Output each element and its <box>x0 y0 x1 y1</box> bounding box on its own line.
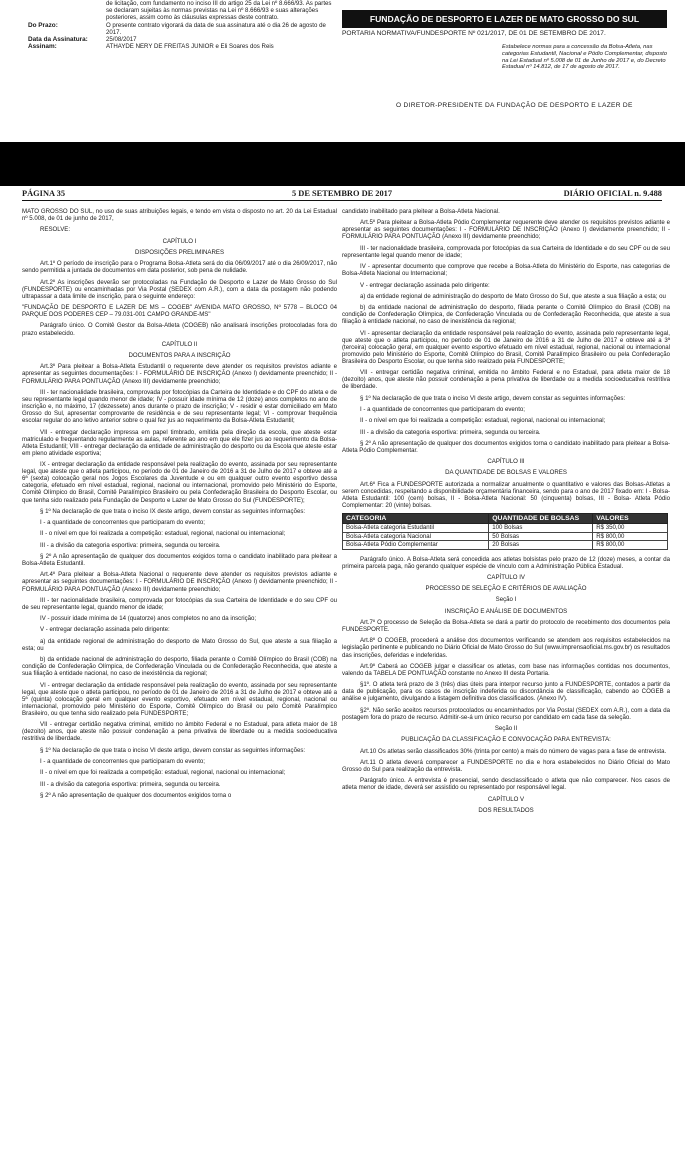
paragraph: Art.10 Os atletas serão classificados 30% (trinta por cento) a mais do número de vagas para a fase de entrevista. <box>360 747 667 755</box>
table-cell: 50 Bolsas <box>489 532 593 540</box>
paragraph: II - o nível em que foi realizada a competição: estadual, regional, nacional ou internacional; <box>40 769 286 777</box>
table-header-row <box>343 514 668 524</box>
paragraph: MATO GROSSO DO SUL, no uso de suas atribuições legais, e tendo em vista o disposto no art. 20 da Lei Estadual nº 5.008, de 01 de junho de 2017, <box>22 208 337 223</box>
page-number: PÁGINA 35 <box>22 189 66 198</box>
contract-rows <box>28 22 338 51</box>
contract-intro-text: de licitação, com fundamento no inciso III do artigo 25 da Lei nº 8.666/93. As partes se declaram sujeitas às normas previstas na Lei nº 8.666/93 e suas alterações posteriores, assim como às cláusulas expressas deste contrato. <box>106 0 332 22</box>
contract-row-value: O presente contrato vigorará da data de sua assinatura até o dia 26 de agosto de 2017. <box>106 21 326 36</box>
table-cell: Bolsa-Atleta Pódio Complementar <box>343 541 489 549</box>
table-header-cell: QUANTIDADE DE BOLSAS <box>489 514 593 524</box>
section-heading: PROCESSO DE SELEÇÃO E CRITÉRIOS DE AVALIAÇÃO <box>425 585 587 593</box>
contract-row-value: 25/08/2017 <box>106 36 137 44</box>
paragraph: III - a divisão da categoria esportiva: primeira, segunda ou terceira. <box>40 541 221 549</box>
paragraph: II - o nível em que foi realizada a competição: estadual, regional, nacional ou internacional; <box>360 417 606 425</box>
section-heading: CAPÍTULO II <box>161 340 198 348</box>
paragraph: Art.4º Para pleitear a Bolsa-Atleta Nacional o requerente deve atender os requisitos previstos adiante e apresentar as seguintes documentações: I - FORMULÁRIO DE INSCRIÇÃO (Anexo I) devidamente preenchido; II - FORMULÁRIO PARA PONTUAÇÃO (Anexo III) devidamente preenchido; <box>22 571 337 593</box>
paragraph: Art.6º Fica a FUNDESPORTE autorizada a normalizar anualmente o quantitativo e valores das Bolsas-Atletas a serem concedidas, respeitando a disponibilidade orçamentária financeira, sendo para o ano de 2017 fixado em: I - Bolsa-Atleta Estudantil: 100 (cem) bolsas, II - Bolsa-Atleta Nacional: 50 (cinquenta) bolsas, III - Bolsa- Atleta Pódio Complementar: 20 (vinte) bolsas. <box>342 480 670 509</box>
paragraph: Parágrafo único. A Bolsa-Atleta será concedida aos atletas bolsistas pelo prazo de 12 (doze) meses, a contar da primeira parcela paga, não gerando qualquer espécie de vínculo com a Administração Pública Estadual. <box>342 555 670 570</box>
table-row <box>343 524 668 532</box>
paragraph: Art.1º O período de inscrição para o Programa Bolsa-Atleta será do dia 06/09/2017 até o dia 26/09/2017, não sendo permitida a juntada de documentos em data posterior, sob pena de nulidade. <box>22 260 337 275</box>
paragraph: § 1º Na declaração de que trata o inciso VI deste artigo, devem constar as seguintes informações: <box>40 746 306 754</box>
contract-row <box>28 36 338 43</box>
journal-title: DIÁRIO OFICIAL n. 9.488 <box>563 189 662 198</box>
paragraph: § 1º Na declaração de que trata o inciso VI deste artigo, devem constar as seguintes informações: <box>360 394 626 402</box>
paragraph: a) da entidade regional de administração do desporto de Mato Grosso do Sul, que ateste a sua filiação a esta; ou <box>360 292 666 300</box>
foundation-banner: FUNDAÇÃO DE DESPORTO E LAZER DE MATO GROSSO DO SUL <box>342 10 667 28</box>
section-heading: INSCRIÇÃO E ANÁLISE DE DOCUMENTOS <box>444 607 568 615</box>
paragraph: VII - entregar declaração impressa em papel timbrado, emitida pela direção da escola, que ateste estar matriculado e frequentando regularmente as aulas, referente ao ano em que ele fizer jus ao requerimento da Bolsa-Atleta Estudantil; VIII - entregar declaração da entidade de administração do desporto ou da Escola que ateste estar em pleno atividade esportiva; <box>22 428 337 457</box>
paragraph: V - entregar declaração assinada pelo dirigente: <box>360 281 490 289</box>
table-cell: R$ 800,00 <box>593 541 668 549</box>
paragraph: Art.11 O atleta deverá comparecer a FUNDESPORTE no dia e hora estabelecidos no Diário Oficial do Mato Grosso do Sul para realização da entrevista. <box>342 758 670 773</box>
portaria-ementa: Estabelece normas para a concessão da Bolsa-Atleta, nas categorias Estudantil, Nacional e Pódio Complementar, disposto na Lei Estadual nº 5.008 de 01 de Junho de 2017 e, do Decreto Estadual nº 14.812, de 17 de agosto de 2017. <box>502 44 667 71</box>
contract-row-label: Assinam: <box>28 43 57 51</box>
paragraph: I - a quantidade de concorrentes que participaram do evento; <box>40 757 205 765</box>
page-header <box>22 186 662 201</box>
paragraph: IX - entregar declaração da entidade responsável pela realização do evento, assinada por seu representante legal, que ateste que o atleta participou, no período de 01 de Janeiro de 2016 a 31 de Julho de 2017 e obteve até a 6ª (sexta) colocação geral nos Jogos Escolares da Juventude e ou em qualquer outro evento esportivo dessa categoria, efetuado em nível estadual, regional, nacional ou internacional, promovido pelo Ministério do Esporte, Comitê Olímpico do Brasil, Comitê Paralímpico Brasileiro ou pela Confederação Brasileira do Desporto Escolar, ou que tenha sido realizado pela Fundação de Desporto e Lazer de Mato Grosso do Sul (FUNDESPORTE); <box>22 461 337 504</box>
director-line: O DIRETOR-PRESIDENTE DA FUNDAÇÃO DE DESPORTO E LAZER DE <box>396 102 633 109</box>
paragraph: Art.8º O COGEB, procederá a análise dos documentos verificando se atendem aos requisitos estabelecidos na legislação pertinente e publicando no Diário Oficial de Mato Grosso do Sul (www.imprensaoficial.ms.gov.br) os resultados das inscrições, deferidas e indeferidas. <box>342 637 670 659</box>
paragraph: Parágrafo único. O Comitê Gestor da Bolsa-Atleta (COGEB) não analisará inscrições protocoladas fora do prazo estabelecido. <box>22 322 337 337</box>
contract-row <box>28 22 338 36</box>
paragraph: § 2º A não apresentação de qualquer dos documentos exigidos torna o <box>40 791 232 799</box>
paragraph: § 2º A não apresentação de qualquer dos documentos exigidos torna o candidato inabilitado para pleitear a Bolsa-Atleta Pódio Complementar. <box>342 439 670 454</box>
table-cell: R$ 800,00 <box>593 532 668 540</box>
paragraph: Art.2º As inscrições deverão ser protocoladas na Fundação de Desporto e Lazer de Mato Grosso do Sul (FUNDESPORTE) ou encaminhadas por Via Postal (SEDEX com A.R.), com a data da postagem não podendo ultrapassar a data limite de inscrição, para o seguinte endereço: <box>22 278 337 300</box>
section-heading: Seção I <box>495 596 517 604</box>
paragraph: candidato inabilitado para pleitear a Bolsa-Atleta Nacional. <box>342 208 500 215</box>
table-cell: 100 Bolsas <box>489 524 593 532</box>
table-cell: 20 Bolsas <box>489 541 593 549</box>
right-column-bottom <box>342 556 670 815</box>
section-heading: DOS RESULTADOS <box>478 806 534 814</box>
bolsas-table <box>342 513 668 549</box>
paragraph: Art.3º Para pleitear a Bolsa-Atleta Estudantil o requerente deve atender os requisitos previstos adiante e apresentar as seguintes documentações: I - FORMULÁRIO DE INSCRIÇÃO (Anexo I) devidamente preenchido; II - FORMULÁRIO PARA PONTUAÇÃO (Anexo III) devidamente preenchido; <box>22 363 337 385</box>
contract-row <box>28 43 338 50</box>
portaria-title: PORTARIA NORMATIVA/FUNDESPORTE Nº 021/2017, DE 01 DE SETEMBRO DE 2017. <box>342 30 606 37</box>
paragraph: III - a divisão da categoria esportiva: primeira, segunda ou terceira. <box>360 428 541 436</box>
paragraph: § 2º A não apresentação de qualquer dos documentos exigidos torna o candidato inabilitado para pleitear a Bolsa-Atleta Estudantil. <box>22 552 337 568</box>
paragraph: Art.9º Caberá ao COGEB julgar e classificar os atletas, com base nas informações contidas nos documentos, valendo da TABELA DE PONTUAÇÃO constante no Anexo III desta Portaria. <box>342 662 670 677</box>
page-date: 5 DE SETEMBRO DE 2017 <box>292 189 393 198</box>
paragraph: III - ter nacionalidade brasileira, comprovada por fotocópias da sua Carteira de Identidade e do seu CPF ou de seu representante legal, quando menor de idade; <box>22 596 337 611</box>
section-heading: CAPÍTULO III <box>487 458 525 466</box>
left-column <box>22 208 337 803</box>
table-cell: R$ 350,00 <box>593 524 668 532</box>
paragraph: Art.7º O processo de Seleção da Bolsa-Atleta se dará a partir do protocolo de recebimento dos documentos pela FUNDESPORTE. <box>342 619 670 634</box>
paragraph: § 1º Na declaração de que trata o inciso IX deste artigo, devem constar as seguintes informações: <box>40 507 306 515</box>
paragraph: VI - entregar declaração da entidade responsável pela realização do evento, assinada por seu representante legal, que ateste que o atleta participou, no período de 01 de Janeiro de 2016 a 31 de Julho de 2017 e obteve até a 5ª (quinta) colocação geral em qualquer evento esportivo, efetuado em nível estadual, regional, nacional ou internacional, promovido pelo Ministério do Esporte, Comitê Olímpico do Brasil ou pelo Comitê Paralímpico Brasileiro, ou que tenha sido realizado pela FUNDESPORTE; <box>22 681 337 717</box>
paragraph: Art.5º Para pleitear a Bolsa-Atleta Pódio Complementar requerente deve atender os requisitos previstos adiante e apresentar as seguintes documentações: I - FORMULÁRIO DE INSCRIÇÃO (Anexo I) devidamente preenchido; II - FORMULÁRIO PARA PONTUAÇÃO (Anexo III) devidamente preenchido; <box>342 219 670 241</box>
paragraph: RESOLVE: <box>40 226 71 234</box>
section-heading: DISPOSIÇÕES PRELIMINARES <box>134 248 225 256</box>
paragraph: I - a quantidade de concorrentes que participaram do evento; <box>40 519 205 527</box>
section-heading: PUBLICAÇÃO DA CLASSIFICAÇÃO E CONVOCAÇÃO PARA ENTREVISTA: <box>401 736 611 744</box>
paragraph: §1º. O atleta terá prazo de 3 (três) dias úteis para interpor recurso junto a FUNDESPORTE, contados a partir da data de publicação, para os casos de inscrição indeferida ou discordância de classificação, cabendo ao COGEB a análise e julgamento, divulgando a listagem definitiva dos classificados. (Anexo IV). <box>342 681 670 703</box>
paragraph: b) da entidade nacional de administração do desporto, filiada perante o Comitê Olímpico do Brasil (COB) na condição de Confederação Olímpica, de Confederação Vinculada ou de Confederação Reconhecida, que ateste a sua filiação à entidade nacional, no caso de inexistência da regional; <box>342 304 670 326</box>
paragraph: VI - apresentar declaração da entidade responsável pela realização do evento, assinada pelo representante legal, que ateste que o atleta participou, no período de 01 de Janeiro de 2016 a 31 de Julho de 2017 e obteve até a 3ª (terceira) colocação geral, em qualquer evento esportivo efetuado em nível estadual, regional, nacional ou internacional promovido pelo Ministério do Esporte, Comitê Olímpico do Brasil, Comitê Paralímpico Brasileiro ou pela Confederação Brasileira do Desporto Escolar, ou que tenha sido realizado pela FUNDESPORTE; <box>342 329 670 365</box>
section-heading: Seção II <box>494 725 518 733</box>
contract-row-value: ATHAYDE NERY DE FREITAS JUNIOR e Eli Soares dos Reis <box>106 43 274 51</box>
paragraph: VII - entregar certidão negativa criminal, emitida no âmbito Federal e no Estadual, para atleta maior de 18 (dezoito) anos, que ateste não possuir condenação a pena privativa de liberdade ou a medida socioeducativa restritiva de liberdade. <box>342 369 670 391</box>
contract-row-label: Do Prazo: <box>28 21 58 29</box>
section-heading: DA QUANTIDADE DE BOLSAS E VALORES <box>445 469 567 477</box>
table-cell: Bolsa-Atleta categoria Nacional <box>343 532 489 540</box>
paragraph: III - a divisão da categoria esportiva: primeira, segunda ou terceira. <box>40 780 221 788</box>
paragraph: II - o nível em que foi realizada a competição: estadual, regional, nacional ou internacional; <box>40 530 286 538</box>
table-header-cell: VALORES <box>593 514 668 524</box>
section-heading: CAPÍTULO V <box>487 795 525 803</box>
paragraph: "FUNDAÇÃO DE DESPORTO E LAZER DE MS – COGEB" AVENIDA MATO GROSSO, Nº 5778 – BLOCO 04 PARQUE DOS PODERES CEP – 79.031-001 CAMPO GRANDE-MS" <box>22 304 337 319</box>
table-row <box>343 541 668 549</box>
table-cell: Bolsa-Atleta categoria Estudantil <box>343 524 489 532</box>
scan-gap-band <box>0 142 685 186</box>
paragraph: VII - entregar certidão negativa criminal, emitido no âmbito Federal e no Estadual, para atleta maior de 18 (dezoito) anos, que ateste não possuir condenação a pena privativa de liberdade ou a medida socioeducativa restritiva de liberdade. <box>22 721 337 743</box>
right-column-top <box>342 208 670 509</box>
table-header-cell: CATEGORIA <box>343 514 489 524</box>
paragraph: III - ter nacionalidade brasileira, comprovada por fotocópias da sua Carteira de Identidade e do seu CPF ou de seu representante legal quando menor de idade; <box>342 244 670 259</box>
paragraph: IV - possuir idade mínima de 14 (quatorze) anos completos no ano da inscrição; <box>40 615 257 623</box>
section-heading: DOCUMENTOS PARA A INSCRIÇÃO <box>128 352 231 360</box>
paragraph: IV - apresentar documento que comprove que recebe a Bolsa-Atleta do Ministério do Esporte, nas categorias de Bolsa-Atleta Nacional ou Internacional; <box>342 263 670 278</box>
table-row <box>343 532 668 540</box>
paragraph: b) da entidade nacional de administração do desporto, filiada perante o Comitê Olímpico do Brasil (COB) na condição de Confederação Olímpica, de Confederação Vinculada ou de Confederação Reconhecida, que ateste a sua filiação à entidade nacional, no caso de inexistência da regional; <box>22 656 337 678</box>
previous-contract-excerpt <box>28 0 338 50</box>
section-heading: CAPÍTULO I <box>162 237 197 245</box>
paragraph: III - ter nacionalidade brasileira, comprovada por fotocópias da Carteira de Identidade e do CPF do atleta e de seu representante legal quando menor de idade; IV - possuir idade mínima de 12 (doze) anos completos no ano de inscrição e, no máximo, 17 (dezessete) anos durante o prazo de inscrição; V - residir e estar domiciliado em Mato Grosso do Sul, apresentar comprovante de residência e de seu representante legal; VI - comprovar frequência escolar regular do ano letivo anterior sobre o qual fez jus ao requerimento da Bolsa-Atleta Estudantil; <box>22 388 337 425</box>
section-heading: CAPÍTULO IV <box>487 573 525 581</box>
paragraph: a) da entidade regional de administração do desporto de Mato Grosso do Sul, que ateste a sua filiação a esta; ou <box>22 637 337 652</box>
paragraph: V - entregar declaração assinada pelo dirigente: <box>40 626 170 634</box>
paragraph: §2º. Não serão aceitos recursos protocolados ou encaminhados por Via Postal (SEDEX com A.R.), com a data da postagem fora do prazo de recurso. Admitir-se-á um único recurso por candidato em cada fase da seleção. <box>342 706 670 721</box>
right-column <box>342 208 670 818</box>
paragraph: Parágrafo único. A entrevista é presencial, sendo desclassificado o atleta que não comparecer. Nos casos de atleta menor de idade, deverá ser assistido ou representado por responsável legal. <box>342 777 670 792</box>
paragraph: I - a quantidade de concorrentes que participaram do evento; <box>360 405 525 413</box>
contract-row-label: Data da Assinatura: <box>28 36 88 44</box>
